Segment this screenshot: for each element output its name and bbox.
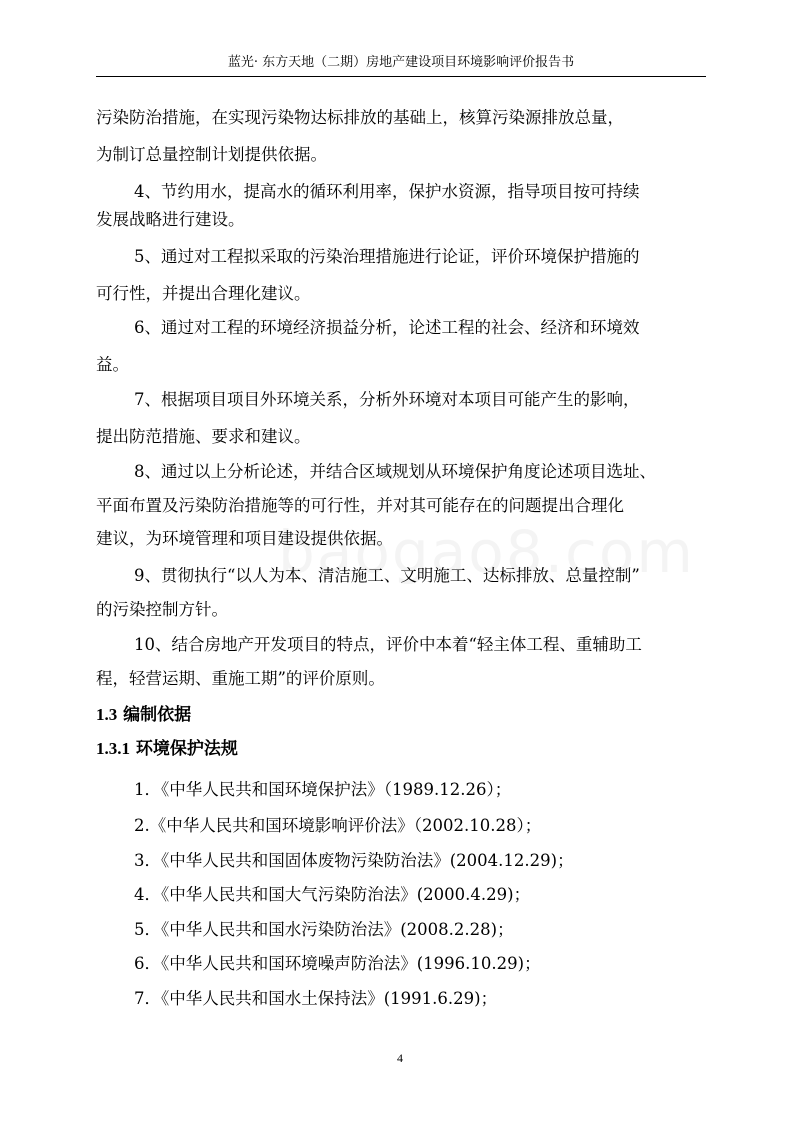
paragraph-line: 6、通过对工程的环境经济损益分析，论述工程的社会、经济和环境效 — [134, 318, 640, 337]
page-number: 4 — [397, 1051, 403, 1065]
paragraph-line: 7、根据项目项目外环境关系，分析外环境对本项目可能产生的影响， — [134, 390, 640, 409]
reference-item: 3．《中华人民共和国固体废物污染防治法》(2004.12.29)； — [134, 851, 574, 870]
paragraph-line: 平面布置及污染防治措施等的可行性，并对其可能存在的问题提出合理化 — [96, 496, 624, 515]
paragraph-line: 污染防治措施，在实现污染物达标排放的基础上，核算污染源排放总量， — [96, 108, 624, 127]
paragraph-line: 的污染控制方针。 — [96, 600, 228, 619]
section-title: 环境保护法规 — [135, 739, 238, 759]
paragraph-line: 8、通过以上分析论述，并结合区域规划从环境保护角度论述项目选址、 — [134, 462, 656, 481]
paragraph-line: 4、节约用水，提高水的循环利用率，保护水资源，指导项目按可持续 — [134, 182, 640, 201]
reference-item: 7．《中华人民共和国水土保持法》(1991.6.29)； — [134, 989, 498, 1008]
paragraph-line: 建议，为环境管理和项目建设提供依据。 — [96, 529, 393, 548]
paragraph-line: 9、贯彻执行“以人为本、清洁施工、文明施工、达标排放、总量控制” — [134, 566, 640, 585]
reference-item: 5．《中华人民共和国水污染防治法》(2008.2.28)； — [134, 920, 514, 939]
section-number: 1.3.1 — [96, 739, 130, 758]
section-heading-1-3 — [96, 703, 191, 727]
section-heading-1-3-1 — [96, 737, 238, 761]
reference-item: 6．《中华人民共和国环境噪声防治法》(1996.10.29)； — [134, 954, 541, 973]
paragraph-line: 10、结合房地产开发项目的特点，评价中本着“轻主体工程、重辅助工 — [134, 635, 642, 654]
page-header: 蓝光· 东方天地（二期）房地产建设项目环境影响评价报告书 — [227, 55, 575, 70]
paragraph-line: 益。 — [96, 355, 129, 374]
reference-item: 1．《中华人民共和国环境保护法》（1989.12.26）； — [134, 780, 512, 799]
paragraph-line: 为制订总量控制计划提供依据。 — [96, 145, 327, 164]
paragraph-line: 程，轻营运期、重施工期”的评价原则。 — [96, 669, 385, 688]
reference-item: 4．《中华人民共和国大气污染防治法》(2000.4.29)； — [134, 885, 531, 904]
header-rule — [96, 76, 706, 77]
paragraph-line: 可行性，并提出合理化建议。 — [96, 284, 311, 303]
reference-item: 2.《中华人民共和国环境影响评价法》（2002.10.28）； — [134, 816, 542, 835]
paragraph-line: 5、通过对工程拟采取的污染治理措施进行论证，评价环境保护措施的 — [134, 247, 640, 266]
section-title: 编制依据 — [123, 705, 192, 725]
paragraph-line: 提出防范措施、要求和建议。 — [96, 427, 311, 446]
section-number: 1.3 — [96, 705, 118, 724]
paragraph-line: 发展战略进行建设。 — [96, 210, 245, 229]
